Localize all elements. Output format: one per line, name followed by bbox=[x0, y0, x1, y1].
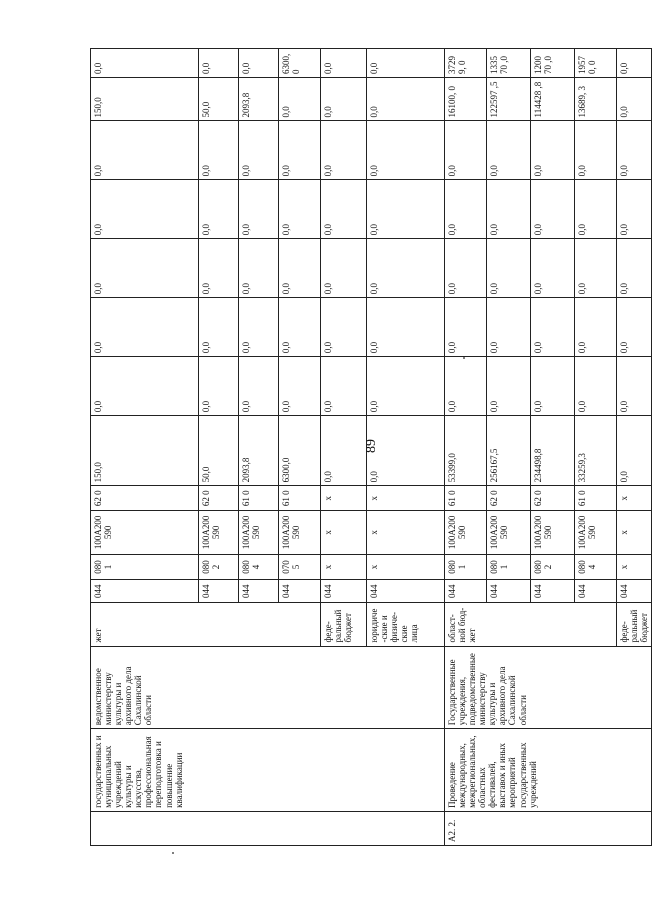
cell-value: 0,0 bbox=[617, 121, 652, 180]
scan-speck bbox=[463, 357, 465, 359]
cell-csr: 100А200 590 bbox=[487, 511, 531, 554]
cell-source: жет bbox=[91, 603, 321, 646]
cell-total: 53399,0 bbox=[445, 416, 487, 486]
cell-value: 0,0 bbox=[367, 49, 445, 78]
cell-source: юридиче-ские и физиче-ские лица bbox=[367, 603, 445, 646]
cell-value: 0,0 bbox=[91, 49, 199, 78]
cell-value: 120070 ,0 bbox=[531, 49, 575, 78]
cell-value: 0,0 bbox=[199, 298, 239, 357]
cell-total: 0,0 bbox=[617, 416, 652, 486]
cell-vr: 61 0 bbox=[575, 486, 617, 511]
cell-value: 37299, 0 bbox=[445, 49, 487, 78]
cell-vr: 62 0 bbox=[91, 486, 199, 511]
cell-vr: 62 0 bbox=[531, 486, 575, 511]
cell-value: 0,0 bbox=[575, 239, 617, 298]
page-number: 89 bbox=[364, 439, 379, 453]
cell-total: 150,0 bbox=[91, 416, 199, 486]
cell-vr: х bbox=[617, 486, 652, 511]
cell-rz: 080 4 bbox=[575, 554, 617, 580]
cell-value: 0,0 bbox=[617, 180, 652, 239]
cell-value: 0,0 bbox=[617, 298, 652, 357]
cell-vr: 61 0 bbox=[239, 486, 279, 511]
cell-value: 0,0 bbox=[91, 180, 199, 239]
cell-value: 0,0 bbox=[487, 298, 531, 357]
cell-value: 0,0 bbox=[531, 121, 575, 180]
cell-value: 0,0 bbox=[487, 239, 531, 298]
cell-source: област-ной бюд-жет bbox=[445, 603, 617, 646]
cell-value: 0,0 bbox=[279, 357, 321, 416]
cell-value: 0,0 bbox=[531, 239, 575, 298]
cell-value: 0,0 bbox=[531, 357, 575, 416]
cell-value: 0,0 bbox=[321, 121, 367, 180]
table-row bbox=[445, 49, 487, 846]
cell-executor: Государственные учреждения, подведомственные министерству культуры и архивного дела Сахалинской области bbox=[445, 646, 652, 729]
cell-csr: 100А200 590 bbox=[199, 511, 239, 554]
scan-speck bbox=[172, 852, 174, 854]
budget-table bbox=[90, 48, 652, 846]
cell-value: 0,0 bbox=[487, 357, 531, 416]
cell-event-name: Проведение международных, межрегиональных, областных фестивалей, выставок и иных мероприятий государственных учреждений bbox=[445, 729, 652, 812]
cell-csr: 100А200 590 bbox=[279, 511, 321, 554]
table-row bbox=[91, 49, 199, 846]
cell-value: 0,0 bbox=[367, 298, 445, 357]
cell-id bbox=[91, 811, 445, 845]
cell-rz: х bbox=[367, 554, 445, 580]
cell-value: 0,0 bbox=[445, 180, 487, 239]
cell-value: 0,0 bbox=[239, 239, 279, 298]
cell-value: 0,0 bbox=[531, 298, 575, 357]
cell-value: 114428 ,8 bbox=[531, 78, 575, 121]
cell-value: 0,0 bbox=[279, 298, 321, 357]
cell-value: 0,0 bbox=[367, 78, 445, 121]
cell-value: 0,0 bbox=[367, 357, 445, 416]
cell-value: 0,0 bbox=[239, 298, 279, 357]
cell-rz: 070 5 bbox=[279, 554, 321, 580]
cell-value: 0,0 bbox=[91, 121, 199, 180]
cell-value: 0,0 bbox=[617, 357, 652, 416]
cell-value: 0,0 bbox=[367, 239, 445, 298]
cell-csr: х bbox=[367, 511, 445, 554]
cell-rz: 080 1 bbox=[487, 554, 531, 580]
cell-id: А2. 2. bbox=[445, 811, 652, 845]
cell-total: 0,0 bbox=[367, 416, 445, 486]
cell-grbs: 044 bbox=[279, 580, 321, 603]
cell-grbs: 044 bbox=[531, 580, 575, 603]
cell-grbs: 044 bbox=[199, 580, 239, 603]
cell-value: 0,0 bbox=[445, 239, 487, 298]
cell-value: 0,0 bbox=[91, 298, 199, 357]
cell-total: 2093,8 bbox=[239, 416, 279, 486]
cell-value: 0,0 bbox=[279, 121, 321, 180]
cell-value: 0,0 bbox=[617, 49, 652, 78]
cell-value: 6300,0 bbox=[279, 49, 321, 78]
cell-rz: 080 1 bbox=[445, 554, 487, 580]
cell-vr: 61 0 bbox=[445, 486, 487, 511]
cell-source: феде-ральный бюджет bbox=[617, 603, 652, 646]
cell-value: 0,0 bbox=[321, 239, 367, 298]
cell-value: 0,0 bbox=[321, 357, 367, 416]
cell-value: 133570 ,0 bbox=[487, 49, 531, 78]
cell-rz: 080 1 bbox=[91, 554, 199, 580]
cell-grbs: 044 bbox=[445, 580, 487, 603]
cell-csr: 100А200 590 bbox=[575, 511, 617, 554]
cell-value: 0,0 bbox=[239, 180, 279, 239]
cell-total: 234498,8 bbox=[531, 416, 575, 486]
cell-source: феде-ральный бюджет bbox=[321, 603, 367, 646]
cell-value: 0,0 bbox=[445, 121, 487, 180]
cell-value: 0,0 bbox=[199, 49, 239, 78]
cell-grbs: 044 bbox=[91, 580, 199, 603]
budget-table-container bbox=[90, 48, 650, 846]
cell-vr: х bbox=[321, 486, 367, 511]
cell-csr: 100А200 590 bbox=[531, 511, 575, 554]
cell-total: 256167,5 bbox=[487, 416, 531, 486]
cell-grbs: 044 bbox=[617, 580, 652, 603]
cell-value: 0,0 bbox=[531, 180, 575, 239]
cell-value: 122597 ,5 bbox=[487, 78, 531, 121]
cell-value: 16100, 0 bbox=[445, 78, 487, 121]
cell-grbs: 044 bbox=[367, 580, 445, 603]
cell-value: 0,0 bbox=[445, 357, 487, 416]
cell-vr: 62 0 bbox=[199, 486, 239, 511]
cell-event-name: государственных и муниципальных учреждений культуры и искусства, профессиональная переподготовка и повышение квалификации bbox=[91, 729, 445, 812]
cell-value: 0,0 bbox=[575, 357, 617, 416]
cell-value: 150,0 bbox=[91, 78, 199, 121]
cell-value: 0,0 bbox=[367, 180, 445, 239]
cell-value: 0,0 bbox=[279, 239, 321, 298]
cell-grbs: 044 bbox=[575, 580, 617, 603]
cell-value: 0,0 bbox=[445, 298, 487, 357]
cell-value: 0,0 bbox=[239, 49, 279, 78]
cell-value: 0,0 bbox=[617, 78, 652, 121]
cell-csr: х bbox=[321, 511, 367, 554]
cell-value: 0,0 bbox=[487, 180, 531, 239]
cell-value: 0,0 bbox=[617, 239, 652, 298]
cell-rz: х bbox=[321, 554, 367, 580]
cell-executor: ведомственное министерству культуры и архивного дела Сахалинской области bbox=[91, 646, 445, 729]
cell-value: 0,0 bbox=[91, 239, 199, 298]
cell-value: 0,0 bbox=[321, 180, 367, 239]
cell-total: 50,0 bbox=[199, 416, 239, 486]
cell-value: 0,0 bbox=[487, 121, 531, 180]
cell-value: 0,0 bbox=[321, 49, 367, 78]
cell-value: 0,0 bbox=[199, 121, 239, 180]
cell-rz: 080 2 bbox=[199, 554, 239, 580]
cell-vr: 61 0 bbox=[279, 486, 321, 511]
cell-csr: 100А200 590 bbox=[239, 511, 279, 554]
cell-grbs: 044 bbox=[487, 580, 531, 603]
cell-grbs: 044 bbox=[321, 580, 367, 603]
cell-csr: 100А200 590 bbox=[445, 511, 487, 554]
cell-csr: х bbox=[617, 511, 652, 554]
cell-total: 33259,3 bbox=[575, 416, 617, 486]
cell-value: 2093,8 bbox=[239, 78, 279, 121]
cell-value: 0,0 bbox=[575, 298, 617, 357]
cell-value: 0,0 bbox=[279, 180, 321, 239]
cell-value: 0,0 bbox=[199, 357, 239, 416]
cell-value: 0,0 bbox=[575, 121, 617, 180]
cell-value: 0,0 bbox=[239, 121, 279, 180]
cell-csr: 100А200 590 bbox=[91, 511, 199, 554]
cell-rz: 080 2 bbox=[531, 554, 575, 580]
cell-value: 0,0 bbox=[199, 239, 239, 298]
cell-vr: х bbox=[367, 486, 445, 511]
cell-value: 0,0 bbox=[575, 180, 617, 239]
cell-value: 0,0 bbox=[321, 298, 367, 357]
cell-value: 13689, 3 bbox=[575, 78, 617, 121]
cell-value: 19570, 0 bbox=[575, 49, 617, 78]
cell-rz: 080 4 bbox=[239, 554, 279, 580]
cell-value: 0,0 bbox=[91, 357, 199, 416]
cell-total: 0,0 bbox=[321, 416, 367, 486]
cell-value: 0,0 bbox=[199, 180, 239, 239]
cell-value: 0,0 bbox=[279, 78, 321, 121]
cell-value: 0,0 bbox=[239, 357, 279, 416]
cell-total: 6300,0 bbox=[279, 416, 321, 486]
cell-value: 0,0 bbox=[321, 78, 367, 121]
cell-rz: х bbox=[617, 554, 652, 580]
cell-vr: 62 0 bbox=[487, 486, 531, 511]
cell-grbs: 044 bbox=[239, 580, 279, 603]
cell-value: 50,0 bbox=[199, 78, 239, 121]
cell-value: 0,0 bbox=[367, 121, 445, 180]
